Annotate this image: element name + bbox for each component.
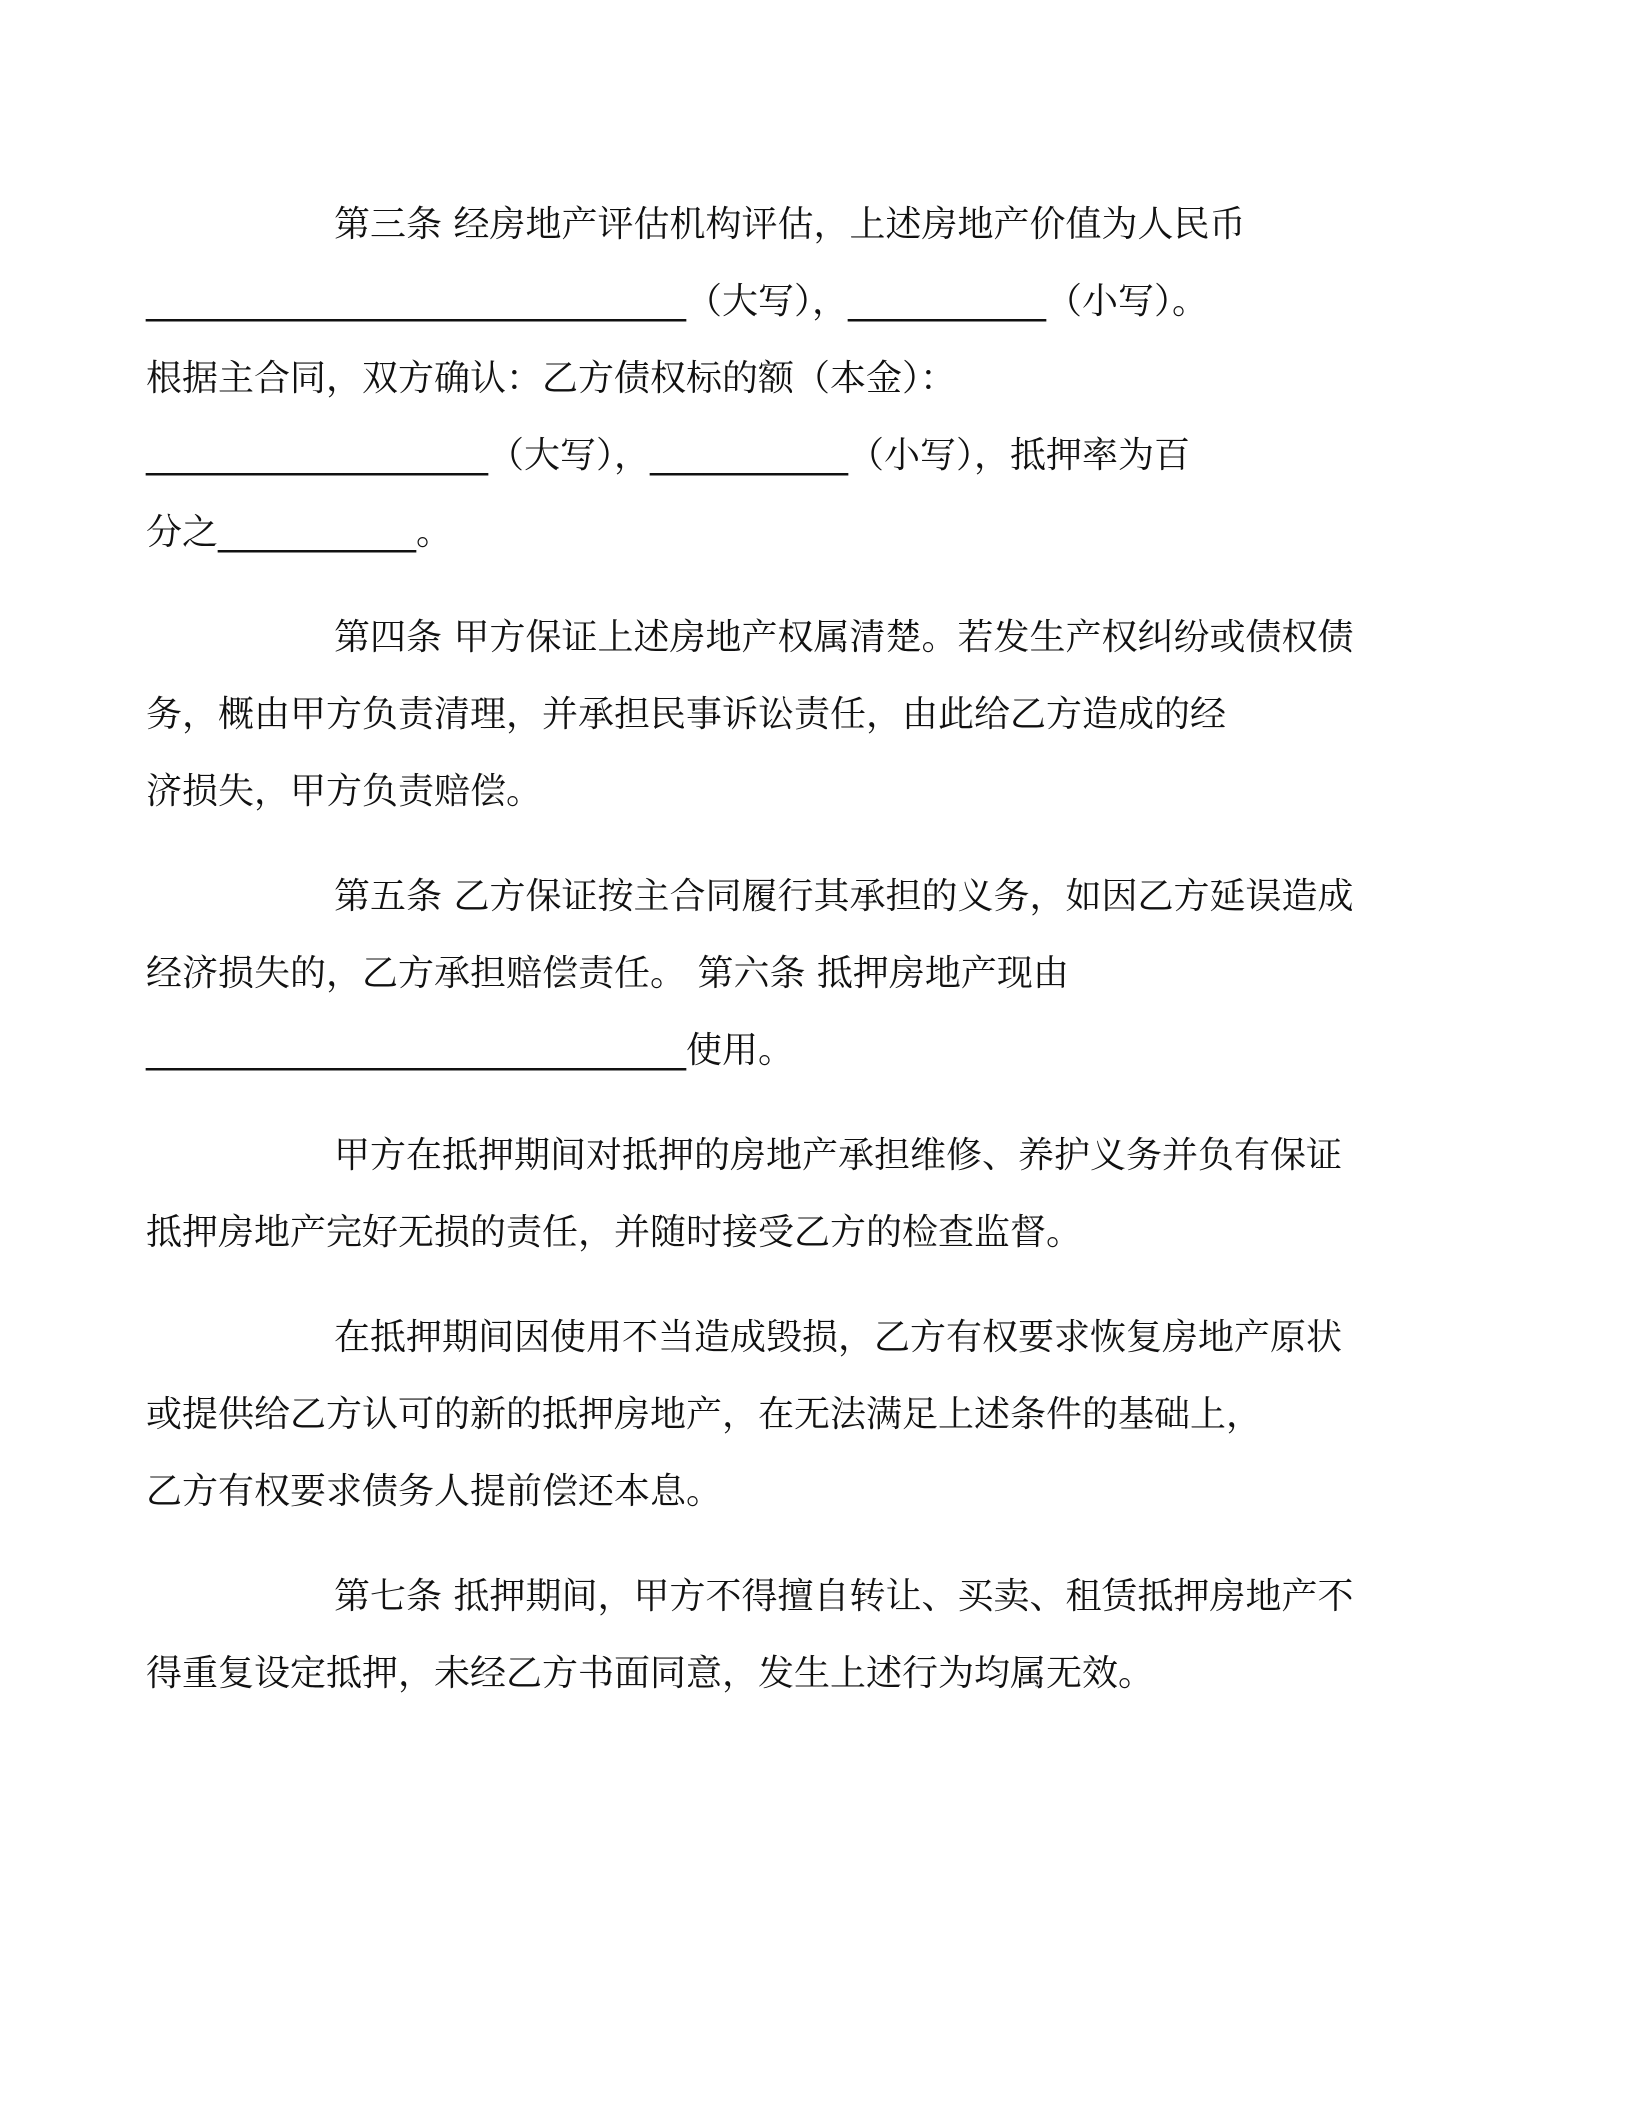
paragraph-article-5 <box>146 858 1390 1089</box>
article-4-line-3: 济损失，甲方负责赔偿。 <box>146 771 543 812</box>
article-5-line-1: 第五条 乙方保证按主合同履行其承担的义务，如因乙方延误造成 <box>334 876 1354 917</box>
paragraph-article-7 <box>146 1558 1390 1712</box>
paragraph-damage <box>146 1299 1390 1530</box>
article-3-line-4: ___________________（大写），___________（小写），抵押率为百 <box>146 435 1191 476</box>
article-3-line-2: ______________________________（大写），___________（小写）。 <box>146 281 1209 322</box>
maintenance-line-2: 抵押房地产完好无损的责任，并随时接受乙方的检查监督。 <box>146 1212 1083 1253</box>
maintenance-line-1: 甲方在抵押期间对抵押的房地产承担维修、养护义务并负有保证 <box>334 1135 1343 1176</box>
article-7-line-2: 得重复设定抵押，未经乙方书面同意，发生上述行为均属无效。 <box>146 1653 1155 1694</box>
damage-line-3: 乙方有权要求债务人提前偿还本息。 <box>146 1471 723 1512</box>
article-3-line-5: 分之___________。 <box>146 512 453 553</box>
article-5-line-2: 经济损失的，乙方承担赔偿责任。 第六条 抵押房地产现由 <box>146 953 1069 994</box>
damage-line-2: 或提供给乙方认可的新的抵押房地产，在无法满足上述条件的基础上， <box>146 1394 1263 1435</box>
damage-line-1: 在抵押期间因使用不当造成毁损，乙方有权要求恢复房地产原状 <box>334 1317 1343 1358</box>
article-4-line-2: 务，概由甲方负责清理，并承担民事诉讼责任，由此给乙方造成的经 <box>146 694 1227 735</box>
article-5-line-3: ______________________________使用。 <box>146 1030 795 1071</box>
article-3-line-1: 第三条 经房地产评估机构评估，上述房地产价值为人民币 <box>334 204 1246 245</box>
article-7-line-1: 第七条 抵押期间，甲方不得擅自转让、买卖、租赁抵押房地产不 <box>334 1576 1354 1617</box>
paragraph-maintenance <box>146 1117 1390 1271</box>
paragraph-article-3 <box>146 186 1390 571</box>
paragraph-article-4 <box>146 599 1390 830</box>
article-4-line-1: 第四条 甲方保证上述房地产权属清楚。若发生产权纠纷或债权债 <box>334 617 1354 658</box>
document-page <box>146 186 1390 1740</box>
article-3-line-3: 根据主合同，双方确认：乙方债权标的额（本金）： <box>146 358 957 399</box>
